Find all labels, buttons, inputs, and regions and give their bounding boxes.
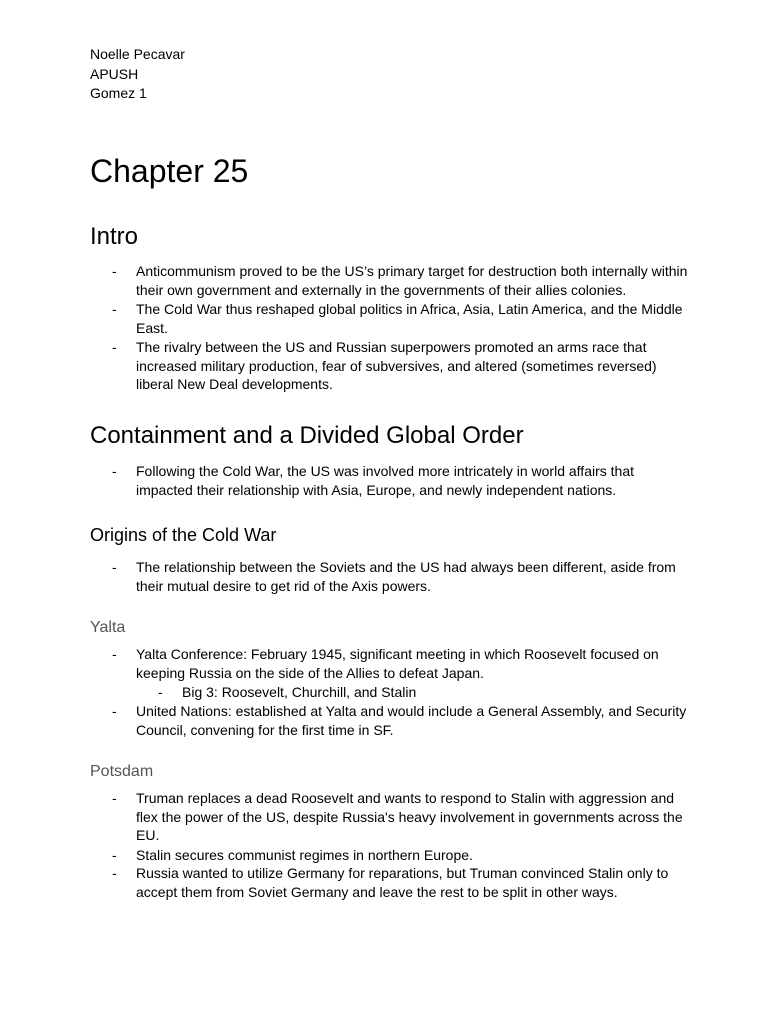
- bullet-marker: -: [112, 790, 117, 806]
- bullet-marker: -: [112, 301, 117, 317]
- bullet-marker: -: [158, 684, 163, 700]
- bullet-marker: -: [112, 339, 117, 355]
- list-item-text: The Cold War thus reshaped global politics in Africa, Asia, Latin America, and the Middle East.: [136, 301, 683, 336]
- section-heading-origins: Origins of the Cold War: [90, 525, 277, 545]
- list-item: [112, 846, 692, 865]
- teacher-page-number: Gomez 1: [90, 85, 147, 101]
- section-heading-potsdam: Potsdam: [90, 763, 154, 780]
- list-item-text: Big 3: Roosevelt, Churchill, and Stalin: [182, 684, 417, 700]
- sub-list-item: [158, 683, 678, 702]
- bullet-marker: -: [112, 263, 117, 279]
- section-heading-containment: Containment and a Divided Global Order: [90, 422, 524, 449]
- list-item: [112, 645, 692, 682]
- list-item-text: Following the Cold War, the US was involved more intricately in world affairs that impacted their relationship with Asia, Europe, and newly independent nations.: [136, 463, 634, 498]
- list-item: [112, 338, 692, 394]
- list-item-text: Anticommunism proved to be the US’s primary target for destruction both internally within their own government and externally in the governments of their allies colonies.: [136, 263, 688, 298]
- bullet-marker: -: [112, 559, 117, 575]
- list-item-text: The rivalry between the US and Russian superpowers promoted an arms race that increased military production, fear of subversives, and altered (sometimes reversed) liberal New Deal developments.: [136, 339, 657, 392]
- bullet-marker: -: [112, 865, 117, 881]
- list-item-text: Yalta Conference: February 1945, significant meeting in which Roosevelt focused on keeping Russia on the side of the Allies to defeat Japan.: [136, 646, 659, 681]
- list-item-text: Truman replaces a dead Roosevelt and wants to respond to Stalin with aggression and flex the power of the US, despite Russia's heavy involvement in governments across the EU.: [136, 790, 683, 843]
- bullet-marker: -: [112, 646, 117, 662]
- bullet-marker: -: [112, 463, 117, 479]
- list-item: [112, 864, 692, 901]
- list-item-text: The relationship between the Soviets and the US had always been different, aside from their mutual desire to get rid of the Axis powers.: [136, 559, 676, 594]
- list-item: [112, 262, 692, 299]
- section-heading-intro: Intro: [90, 223, 139, 250]
- bullet-marker: -: [112, 847, 117, 863]
- list-item-text: Stalin secures communist regimes in northern Europe.: [136, 847, 473, 863]
- author-name: Noelle Pecavar: [90, 46, 185, 62]
- list-item-text: United Nations: established at Yalta and would include a General Assembly, and Security Council, convening for the first time in SF.: [136, 703, 687, 738]
- chapter-title: Chapter 25: [90, 153, 249, 189]
- list-item: [112, 702, 692, 739]
- section-heading-yalta: Yalta: [90, 619, 126, 636]
- list-item: [112, 462, 692, 499]
- course-name: APUSH: [90, 66, 139, 82]
- list-item: [112, 789, 692, 845]
- list-item: [112, 558, 692, 595]
- list-item: [112, 300, 692, 337]
- bullet-marker: -: [112, 703, 117, 719]
- list-item-text: Russia wanted to utilize Germany for reparations, but Truman convinced Stalin only to accept them from Soviet Germany and leave the rest to be split in other ways.: [136, 865, 669, 900]
